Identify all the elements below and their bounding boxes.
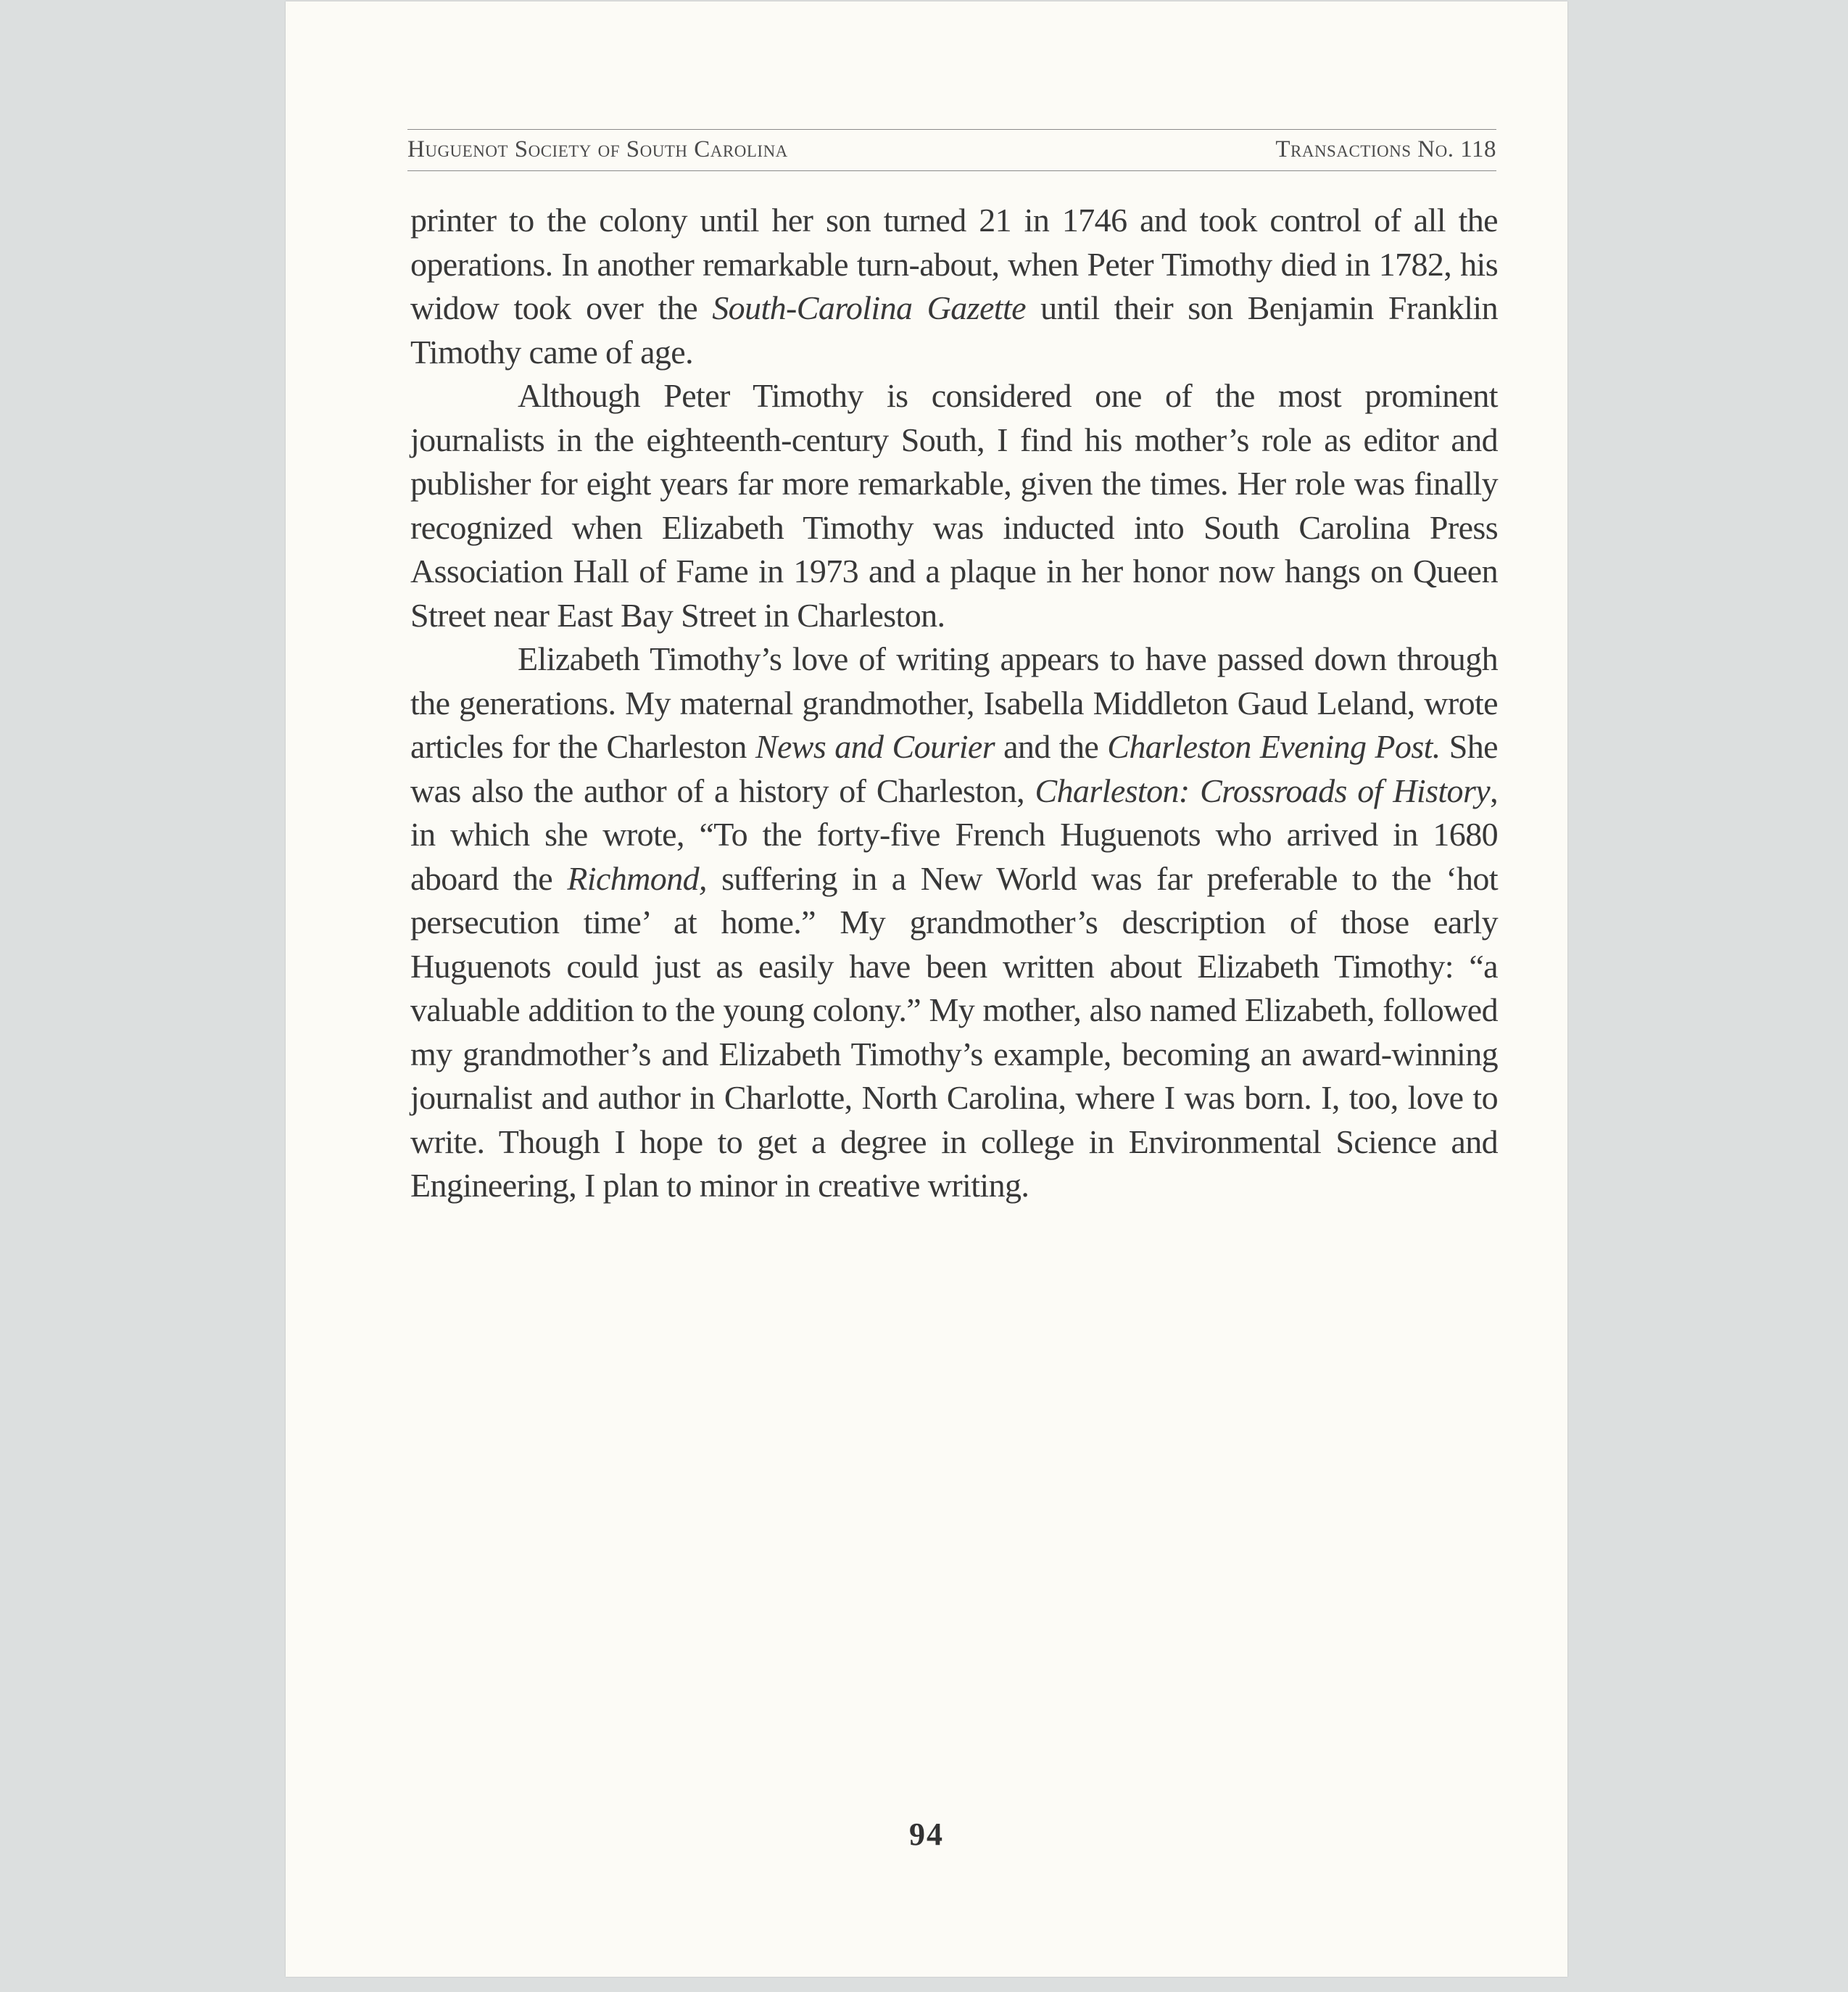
body-text [410,199,1498,1208]
running-header [407,129,1496,171]
text-run: until their son Benjamin Franklin Timothy came of age. [410,289,1498,371]
paragraph-3 [410,637,1498,1208]
text-run: Elizabeth Timothy’s love of writing appears to have passed down through the generations. My maternal grandmother, Isabella Middleton Gaud Leland, wrote articles for the Charleston [410,640,1498,765]
italic-title: South-Carolina Gazette [712,289,1026,326]
italic-title: News and Courier [755,728,995,765]
text-run: printer to the colony until her son turned 21 in 1746 and took control of all the operations. In another remarkable turn-about, when Peter Timothy died in 1782, his widow took over the [410,202,1498,326]
header-transactions-number: Transactions No. 118 [1275,136,1496,162]
text-run: Although Peter Timothy is considered one of the most prominent journalists in the eighteenth-century South, I find his mother’s role as editor and publisher for eight years far more remarkable, given the times. Her role was finally recognized when Elizabeth Timothy was inducted into South Carolina Press Association Hall of Fame in 1973 and a plaque in her honor now hangs on Queen Street near East Bay Street in Charleston. [410,377,1498,634]
italic-title: Richmond, [567,859,707,897]
italic-title: Charleston: Crossroads of History [1035,772,1491,809]
header-society-name: Huguenot Society of South Carolina [407,136,788,162]
document-page [286,1,1567,1977]
text-run: She was also the author of a history of Charleston, [410,728,1498,809]
text-run: , in which she wrote, “To the forty-five French Huguenots who arrived in 1680 aboard the [410,772,1498,897]
text-run: suffering in a New World was far preferable to the ‘hot persecution time’ at home.” My grandmother’s description of those early Huguenots could just as easily have been written about Elizabeth Timothy: “a valuable addition to the young colony.” My mother, also named Elizabeth, followed my grandmother’s and Elizabeth Timothy’s example, becoming an award-winning journalist and author in Charlotte, North Carolina, where I was born. I, too, love to write. Though I hope to get a degree in college in Environmental Science and Engineering, I plan to minor in creative writing. [410,859,1499,1204]
paragraph-2 [410,374,1498,637]
paragraph-1 [410,199,1498,374]
text-run: and the [995,728,1108,765]
italic-title: Charleston Evening Post. [1107,728,1441,765]
page-number: 94 [909,1817,944,1852]
